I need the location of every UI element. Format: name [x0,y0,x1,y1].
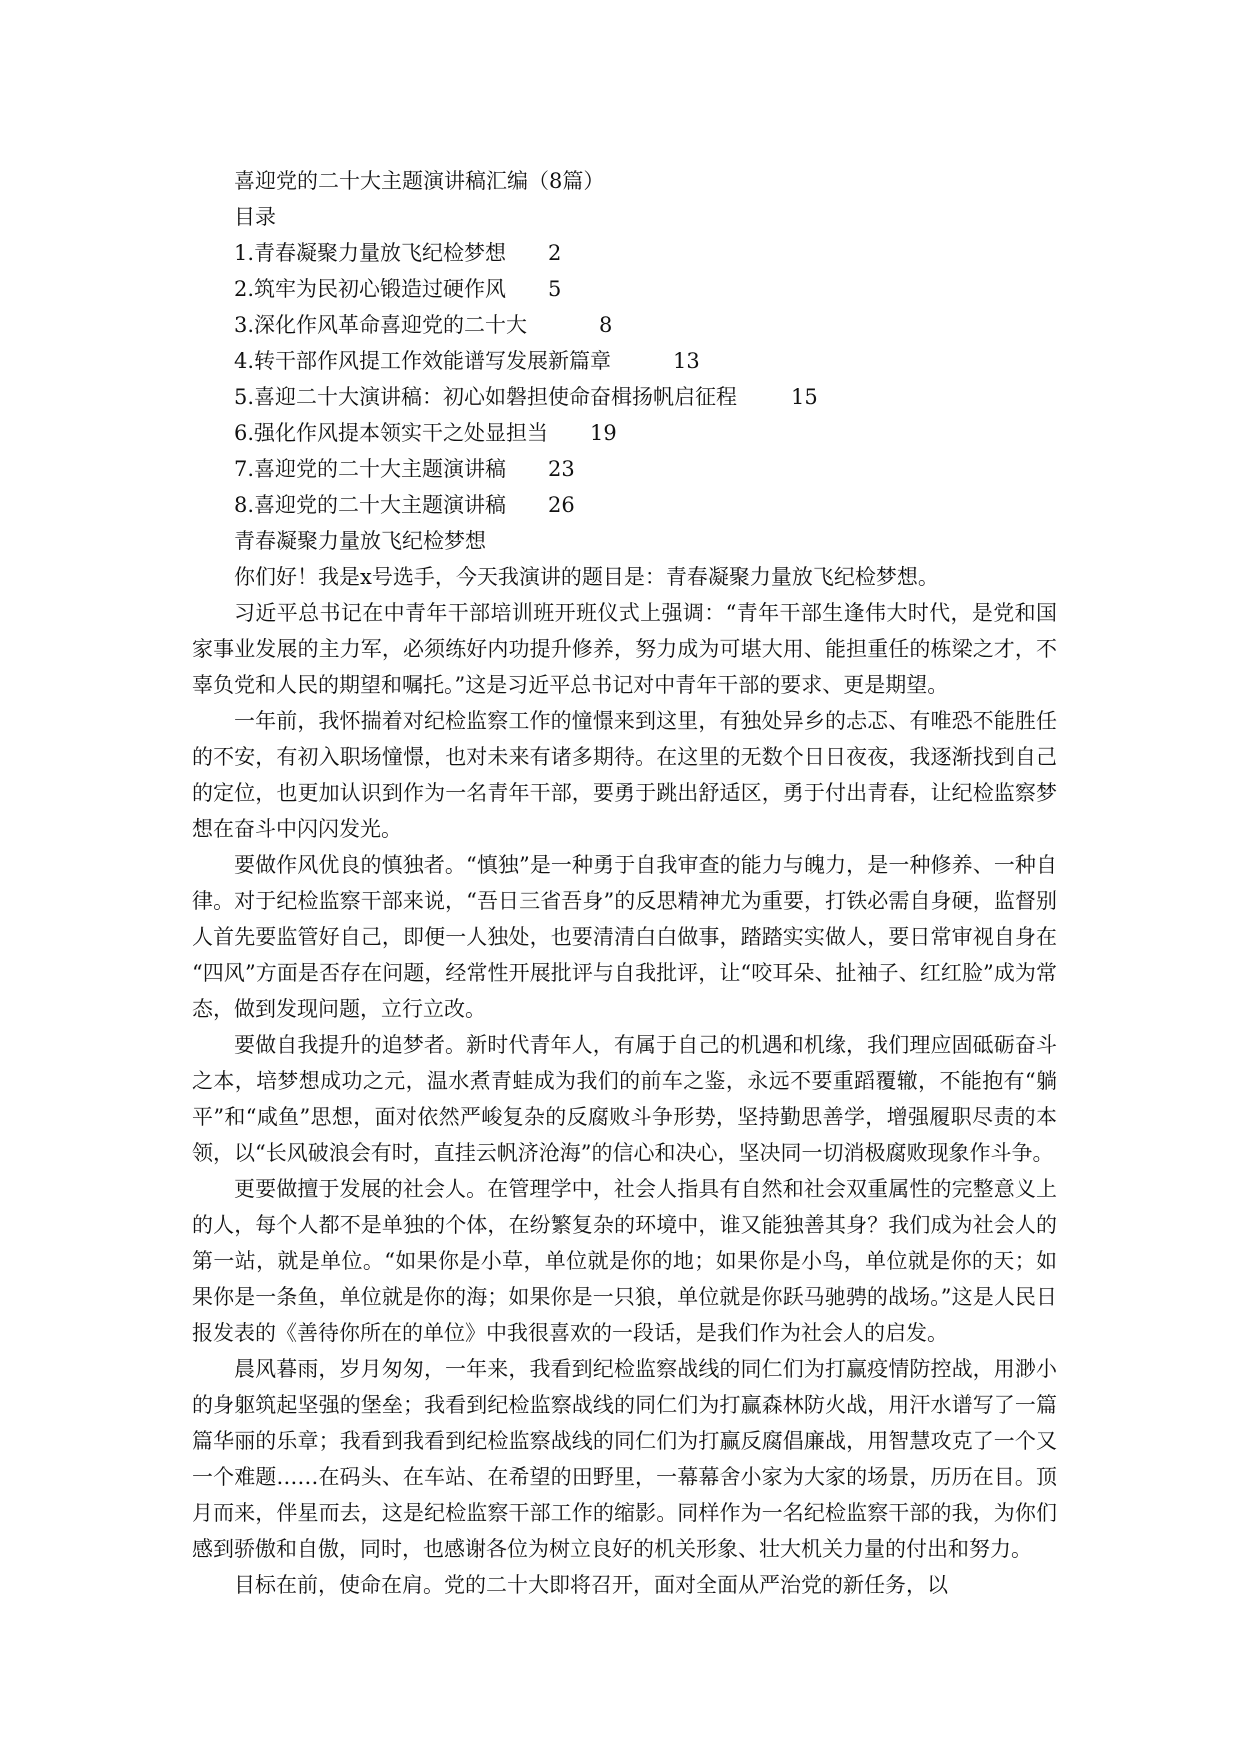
toc-item[interactable] [192,415,1057,451]
table-of-contents [192,235,1057,523]
toc-item-label: 7.喜迎党的二十大主题演讲稿 [234,457,507,481]
toc-item[interactable] [192,451,1057,487]
document-title: 喜迎党的二十大主题演讲稿汇编（8篇） [234,169,605,193]
toc-item[interactable] [192,487,1057,523]
body-paragraph: 更要做擅于发展的社会人。在管理学中，社会人指具有自然和社会双重属性的完整意义上的人，每个人都不是单独的个体，在纷繁复杂的环境中，谁又能独善其身？我们成为社会人的第一站，就是单位。“如果你是小草，单位就是你的地；如果你是小鸟，单位就是你的天；如果你是一条鱼，单位就是你的海；如果你是一只狼，单位就是你跃马驰骋的战场。”这是人民日报发表的《善待你所在的单位》中我很喜欢的一段话，是我们作为社会人的启发。 [192,1177,1057,1345]
toc-item-page: 15 [791,385,818,409]
toc-item-label: 6.强化作风提本领实干之处显担当 [234,421,549,445]
toc-item-label: 1.青春凝聚力量放飞纪检梦想 [234,241,507,265]
toc-item[interactable] [192,271,1057,307]
greeting-line: 你们好！我是x号选手，今天我演讲的题目是：青春凝聚力量放飞纪检梦想。 [234,565,939,589]
body-paragraph: 一年前，我怀揣着对纪检监察工作的憧憬来到这里，有独处异乡的忐忑、有唯恐不能胜任的不安，有初入职场憧憬，也对未来有诸多期待。在这里的无数个日日夜夜，我逐渐找到自己的定位，也更加认识到作为一名青年干部，要勇于跳出舒适区，勇于付出青春，让纪检监察梦想在奋斗中闪闪发光。 [192,709,1057,841]
document-body [192,163,1057,1603]
section-title: 青春凝聚力量放飞纪检梦想 [234,529,486,553]
toc-item-page: 2 [548,241,562,265]
toc-item-page: 19 [590,421,617,445]
toc-item-label: 3.深化作风革命喜迎党的二十大 [234,313,528,337]
body-paragraph: 晨风暮雨，岁月匆匆，一年来，我看到纪检监察战线的同仁们为打赢疫情防控战，用渺小的身躯筑起坚强的堡垒；我看到纪检监察战线的同仁们为打赢森林防火战，用汗水谱写了一篇篇华丽的乐章；我看到我看到纪检监察战线的同仁们为打赢反腐倡廉战，用智慧攻克了一个又一个难题……在码头、在车站、在希望的田野里，一幕幕舍小家为大家的场景，历历在目。顶月而来，伴星而去，这是纪检监察干部工作的缩影。同样作为一名纪检监察干部的我，为你们感到骄傲和自傲，同时，也感谢各位为树立良好的机关形象、壮大机关力量的付出和努力。 [192,1357,1057,1561]
body-paragraph: 目标在前，使命在肩。党的二十大即将召开，面对全面从严治党的新任务，以 [234,1573,948,1597]
toc-item-page: 23 [548,457,575,481]
body-paragraph: 要做作风优良的慎独者。“慎独”是一种勇于自我审查的能力与魄力，是一种修养、一种自律。对于纪检监察干部来说，“吾日三省吾身”的反思精神尤为重要，打铁必需自身硬，监督别人首先要监管好自己，即便一人独处，也要清清白白做事，踏踏实实做人，要日常审视自身在“四风”方面是否存在问题，经常性开展批评与自我批评，让“咬耳朵、扯袖子、红红脸”成为常态，做到发现问题，立行立改。 [192,853,1057,1021]
toc-item[interactable] [192,235,1057,271]
toc-item-label: 4.转干部作风提工作效能谱写发展新篇章 [234,349,612,373]
body-paragraph: 习近平总书记在中青年干部培训班开班仪式上强调：“青年干部生逢伟大时代，是党和国家事业发展的主力军，必须练好内功提升修养，努力成为可堪大用、能担重任的栋梁之才，不辜负党和人民的期望和嘱托。”这是习近平总书记对中青年干部的要求、更是期望。 [192,601,1057,697]
toc-item-page: 5 [548,277,562,301]
body-paragraph: 要做自我提升的追梦者。新时代青年人，有属于自己的机遇和机缘，我们理应固砥砺奋斗之本，培梦想成功之元，温水煮青蛙成为我们的前车之鉴，永远不要重蹈覆辙，不能抱有“躺平”和“咸鱼”思想，面对依然严峻复杂的反腐败斗争形势，坚持勤思善学，增强履职尽责的本领，以“长风破浪会有时，直挂云帆济沧海”的信心和决心，坚决同一切消极腐败现象作斗争。 [192,1033,1057,1165]
toc-item-page: 13 [673,349,700,373]
toc-item[interactable] [192,307,1057,343]
toc-heading: 目录 [234,205,276,229]
toc-item-page: 8 [599,313,613,337]
toc-item-page: 26 [548,493,575,517]
toc-item-label: 5.喜迎二十大演讲稿：初心如磐担使命奋楫扬帆启征程 [234,385,738,409]
toc-item[interactable] [192,379,1057,415]
toc-item[interactable] [192,343,1057,379]
toc-item-label: 2.筑牢为民初心锻造过硬作风 [234,277,507,301]
toc-item-label: 8.喜迎党的二十大主题演讲稿 [234,493,507,517]
